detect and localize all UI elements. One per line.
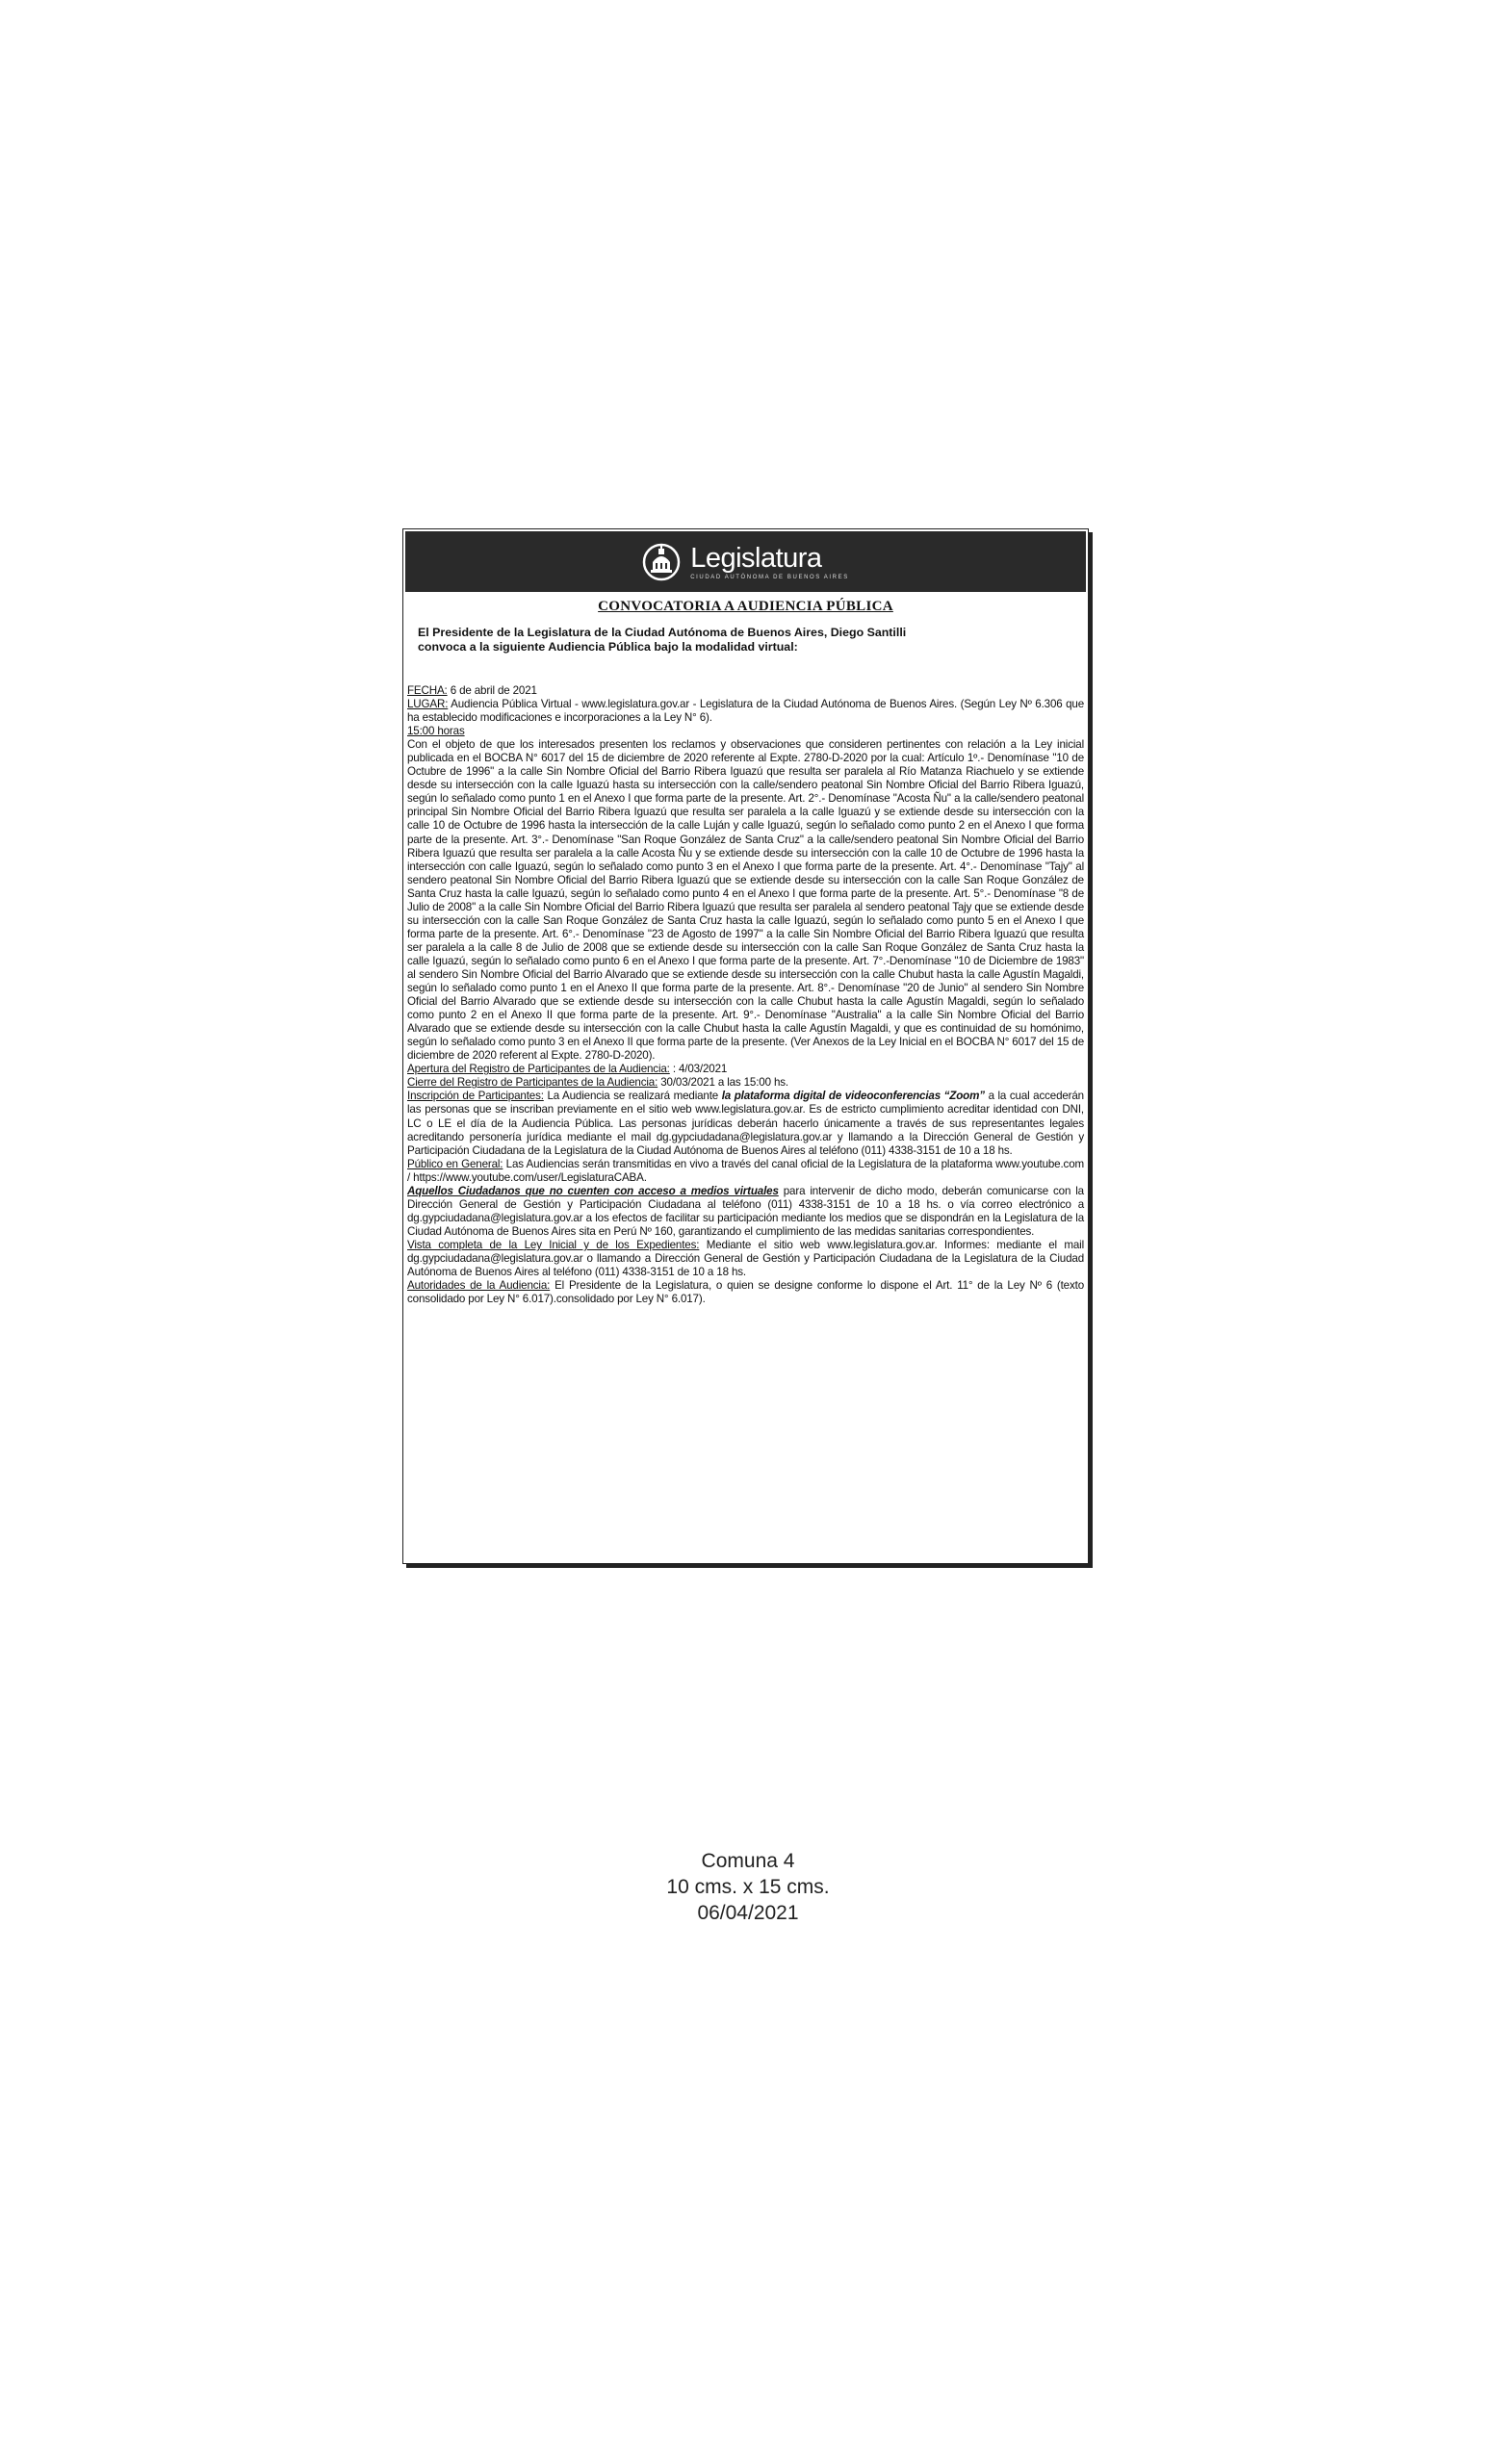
registration-paragraph <box>407 1090 1084 1157</box>
place-label: LUGAR: <box>407 698 449 711</box>
footer-date: 06/04/2021 <box>697 1902 799 1924</box>
view-paragraph <box>407 1239 1084 1279</box>
registry-close-paragraph <box>407 1076 1084 1090</box>
registration-text: a la cual accederán las personas que se inscriban previamente en el sitio web www.legislatura.gov.ar. Es de estricto cumplimiento acreditar identidad con DNI, LC o LE el día de la Audiencia Pública. Las personas jurídicas deberán hacerlo únicamente a través de sus representantes legales acreditando personería jurídica mediante el mail dg.gypciudadana@legislatura.gov.ar y llamando a la Dirección General de Gestión y Participación Ciudadana de la Legislatura de la Ciudad Autónoma de Buenos Aires al teléfono (011) 4338-3151 de 10 a 18 hs. <box>407 1090 1084 1157</box>
registry-open-paragraph <box>407 1063 1084 1076</box>
date-label: FECHA: <box>407 684 448 697</box>
registry-close-label: Cierre del Registro de Participantes de la Audiencia: <box>407 1076 658 1090</box>
brand-name: Legislatura <box>690 542 822 574</box>
intro-line-2: convoca a la siguiente Audiencia Pública bajo la modalidad virtual: <box>418 640 798 654</box>
brand-subtitle: CIUDAD AUTÓNOMA DE BUENOS AIRES <box>690 574 849 580</box>
intro-line-1: El Presidente de la Legislatura de la Ciudad Autónoma de Buenos Aires, Diego Santilli <box>418 626 907 639</box>
time-paragraph <box>407 725 1084 738</box>
registration-label: Inscripción de Participantes: <box>407 1090 544 1103</box>
public-paragraph <box>407 1158 1084 1185</box>
notice-body <box>407 684 1084 1306</box>
no-access-paragraph <box>407 1185 1084 1239</box>
place-paragraph <box>407 698 1084 725</box>
header-banner <box>405 531 1086 592</box>
footer-commune: Comuna 4 <box>701 1850 795 1872</box>
public-label: Público en General: <box>407 1157 503 1170</box>
date-paragraph <box>407 684 1084 698</box>
registration-pre: La Audiencia se realizará mediante <box>543 1090 722 1103</box>
authorities-value: El Presidente de la Legislatura, o quien se designe conforme lo dispone el Art. 11° de la Ley Nº 6 (texto consolidado por Ley N° 6.017).consolidado por Ley N° 6.017). <box>407 1279 1084 1306</box>
view-value: Mediante el sitio web www.legislatura.gov.ar. Informes: mediante el mail dg.gypciudadana@legislatura.gov.ar o llamando a Dirección General de Gestión y Participación Ciudadana de la Legislatura de la Ciudad Autónoma de Buenos Aires al teléfono (011) 4338-3151 de 10 a 18 hs. <box>407 1238 1085 1279</box>
registry-open-value: : 4/03/2021 <box>669 1063 728 1076</box>
public-hearing-notice <box>402 528 1089 1564</box>
public-value: Las Audiencias serán transmitidas en vivo a través del canal oficial de la Legislatura de la plataforma www.youtube.com / https://www.youtube.com/user/LegislaturaCABA. <box>407 1157 1085 1184</box>
ad-footer <box>0 1848 1496 1926</box>
registry-open-label: Apertura del Registro de Participantes de la Audiencia: <box>407 1063 670 1076</box>
authorities-label: Autoridades de la Audiencia: <box>407 1279 551 1293</box>
registry-close-value: 30/03/2021 a las 15:00 hs. <box>658 1076 788 1090</box>
object-paragraph: Con el objeto de que los interesados presenten los reclamos y observaciones que consideren pertinentes con relación a la Ley inicial publicada en el BOCBA N° 6017 del 15 de diciembre de 2020 referente al Expte. 2780-D-2020 por la cual: Artículo 1º.- Denomínase "10 de Octubre de 1996" a la calle Sin Nombre Oficial del Barrio Ribera Iguazú que resulta ser paralela al Río Matanza Riachuelo y se extiende desde su intersección con la calle Iguazú hasta su intersección con la calle/sendero peatonal Sin Nombre Oficial del Barrio Ribera Iguazú, según lo señalado como punto 1 en el Anexo I que forma parte de la presente. Art. 2°.- Denomínase "Acosta Ñu" a la calle/sendero peatonal principal Sin Nombre Oficial del Barrio Ribera Iguazú que resulta ser paralela a la calle Iguazú y se extiende desde su intersección con la calle 10 de Octubre de 1996 hasta la intersección de la calle Luján y calle Iguazú, según lo señalado como punto 2 en el Anexo I que forma parte de la presente. Art. 3°.- Denomínase "San Roque González de Santa Cruz" a la calle/sendero peatonal Sin Nombre Oficial del Barrio Ribera Iguazú que resulta ser paralela a la calle Acosta Ñu y se extiende desde su intersección con la calle 10 de Octubre de 1996 hasta la intersección con calle Iguazú, según lo señalado como punto 3 en el Anexo I que forma parte de la presente. Art. 4°.- Denomínase "Tajy" al sendero peatonal Sin Nombre Oficial del Barrio Ribera Iguazú que se extiende desde su intersección con la calle San Roque González de Santa Cruz hasta la calle Iguazú, según lo señalado como punto 4 en el Anexo I que forma parte de la presente. Art. 5°.- Denomínase "8 de Julio de 2008" a la calle Sin Nombre Oficial del Barrio Ribera Iguazú que resulta ser paralela al sendero peatonal Tajy que se extiende desde su intersección con la calle San Roque González de Santa Cruz hasta la calle Iguazú, según lo señalado como punto 5 en el Anexo I que forma parte de la presente. Art. 6°.- Denomínase "23 de Agosto de 1997" a la calle Sin Nombre Oficial del Barrio Ribera Iguazú que resulta ser paralela a la calle 8 de Julio de 2008 que se extiende desde su intersección con la calle San Roque González de Santa Cruz hasta la calle Iguazú, según lo señalado como punto 6 en el Anexo I que forma parte de la presente. Art. 7°.-Denomínase "10 de Diciembre de 1983" al sendero Sin Nombre Oficial del Barrio Alvarado que se extiende desde su intersección con la calle Chubut hasta la calle Agustín Magaldi, según lo señalado como punto 1 en el Anexo II que forma parte de la presente. Art. 8°.- Denomínase "20 de Junio" al sendero Sin Nombre Oficial del Barrio Alvarado que se extiende desde su intersección con la calle Chubut hasta la calle Agustín Magaldi, según lo señalado como punto 2 en el Anexo II que forma parte de la presente. Art. 9°.- Denomínase "Australia" a la calle Sin Nombre Oficial del Barrio Alvarado que se extiende desde su intersección con la calle Chubut hasta la calle Agustín Magaldi, y que es continuidad de su homónimo, según lo señalado como punto 3 en el Anexo II que forma parte de la presente. (Ver Anexos de la Ley Inicial en el BOCBA N° 6017 del 15 de diciembre de 2020 referent al Expte. 2780-D-2020). <box>407 738 1084 1063</box>
brand-logo <box>690 544 849 580</box>
footer-size: 10 cms. x 15 cms. <box>666 1876 830 1898</box>
time-value: 15:00 horas <box>407 725 465 738</box>
no-access-value: para intervenir de dicho modo, deberán comunicarse con la Dirección General de Gestión y Participación Ciudadana al teléfono (011) 4338-3151 de 10 a 18 hs. o vía correo electrónico a dg.gypciudadana@legislatura.gov.ar a los efectos de facilitar su participación mediante los medios que se dispondrán en la Legislatura de la Ciudad Autónoma de Buenos Aires sita en Perú Nº 160, garantizando el cumplimiento de las medidas sanitarias correspondientes. <box>407 1184 1084 1238</box>
registration-platform: la plataforma digital de videoconferencias “Zoom” <box>721 1090 985 1103</box>
notice-intro <box>418 626 1073 654</box>
no-access-label: Aquellos Ciudadanos que no cuenten con acceso a medios virtuales <box>407 1184 779 1197</box>
place-value: Audiencia Pública Virtual - www.legislatura.gov.ar - Legislatura de la Ciudad Autónoma de Buenos Aires. (Según Ley Nº 6.306 que ha establecido modificaciones e incorporaciones a la Ley N° 6). <box>407 698 1084 725</box>
date-value: 6 de abril de 2021 <box>447 684 537 697</box>
authorities-paragraph <box>407 1279 1084 1306</box>
legislature-building-icon <box>642 543 681 581</box>
notice-title: CONVOCATORIA A AUDIENCIA PÚBLICA <box>598 599 893 614</box>
view-label: Vista completa de la Ley Inicial y de los Expedientes: <box>407 1238 700 1251</box>
